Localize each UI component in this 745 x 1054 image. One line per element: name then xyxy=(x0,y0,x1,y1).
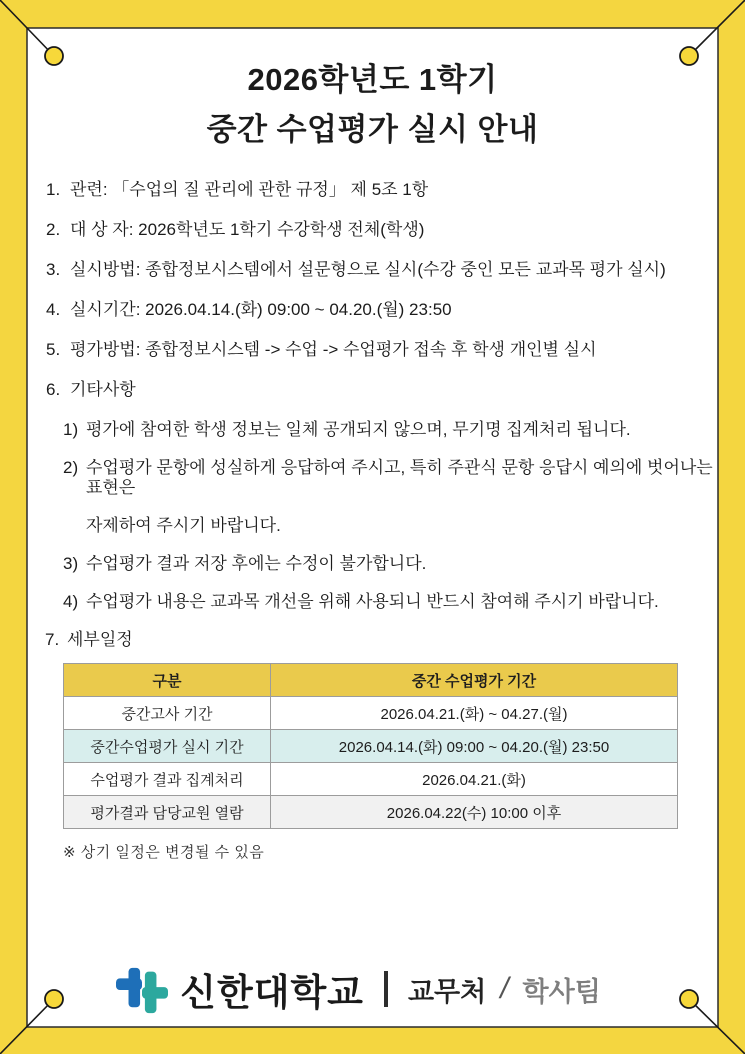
row-value: 2026.04.14.(화) 09:00 ~ 04.20.(월) 23:50 xyxy=(271,730,678,763)
list-item-2 xyxy=(46,220,718,240)
item-text: 기타사항 xyxy=(70,380,136,399)
item-number: 3. xyxy=(46,260,61,279)
item-text: 대 상 자: 2026학년도 1학기 수강학생 전체(학생) xyxy=(70,220,425,239)
table-row-evaluation-period xyxy=(64,730,678,763)
sub-item-text: 수업평가 결과 저장 후에는 수정이 불가합니다. xyxy=(86,554,427,573)
notice-content xyxy=(27,28,718,1027)
row-label: 중간고사 기간 xyxy=(64,697,271,730)
shinhan-university-logo-icon xyxy=(116,962,168,1016)
sub-item-list xyxy=(27,420,718,612)
row-value: 2026.04.21.(화) xyxy=(271,763,678,796)
sub-item-1 xyxy=(63,420,718,440)
sub-item-3 xyxy=(63,554,718,574)
title-line-2: 중간 수업평가 실시 안내 xyxy=(206,112,539,147)
table-header-period: 중간 수업평가 기간 xyxy=(271,664,678,697)
list-item-3 xyxy=(46,260,718,280)
sub-item-text-line-2: 자제하여 주시기 바랍니다. xyxy=(86,516,281,535)
main-item-list xyxy=(27,180,718,400)
item-text: 세부일정 xyxy=(67,630,133,649)
sub-item-number: 4) xyxy=(63,592,79,611)
notice-title xyxy=(27,55,718,155)
item-text: 평가방법: 종합정보시스템 -> 수업 -> 수업평가 접속 후 학생 개인별 실시 xyxy=(70,340,597,359)
sub-item-text xyxy=(86,458,718,536)
item-text: 실시기간: 2026.04.14.(화) 09:00 ~ 04.20.(월) 23:50 xyxy=(70,300,452,319)
sub-item-text: 평가에 참여한 학생 정보는 일체 공개되지 않으며, 무기명 집계처리 됩니다. xyxy=(86,420,631,439)
row-value: 2026.04.21.(화) ~ 04.27.(월) xyxy=(271,697,678,730)
item-number: 4. xyxy=(46,300,61,319)
row-label: 수업평가 결과 집계처리 xyxy=(64,763,271,796)
footer-slash: / xyxy=(500,972,509,1005)
item-number: 7. xyxy=(45,630,60,649)
table-row-result-aggregation xyxy=(64,763,678,796)
sub-item-text-line-1: 수업평가 문항에 성실하게 응답하여 주시고, 특히 주관식 문항 응답시 예의에 벗어나는 표현은 xyxy=(86,458,713,497)
table-header-row xyxy=(64,664,678,697)
item-number: 5. xyxy=(46,340,61,359)
item-text: 실시방법: 종합정보시스템에서 설문형으로 실시(수강 중인 모든 교과목 평가 실시) xyxy=(70,260,666,279)
table-row-faculty-viewing xyxy=(64,796,678,829)
schedule-table xyxy=(63,663,678,829)
schedule-change-note: ※ 상기 일정은 변경될 수 있음 xyxy=(63,844,265,861)
list-item-6 xyxy=(46,380,718,400)
list-item-1 xyxy=(46,180,718,200)
row-value: 2026.04.22(수) 10:00 이후 xyxy=(271,796,678,829)
item-number: 6. xyxy=(46,380,61,399)
list-item-7 xyxy=(27,630,718,650)
sub-item-number: 2) xyxy=(63,458,79,477)
item-number: 2. xyxy=(46,220,61,239)
department-name: 교무처 xyxy=(407,976,487,1007)
team-name: 학사팀 xyxy=(522,976,601,1007)
row-label: 중간수업평가 실시 기간 xyxy=(64,730,271,763)
title-line-1: 2026학년도 1학기 xyxy=(247,62,498,97)
sub-item-number: 1) xyxy=(63,420,79,439)
item-number: 1. xyxy=(46,180,61,199)
item-text: 관련: 「수업의 질 관리에 관한 규정」 제 5조 1항 xyxy=(70,180,429,199)
table-row-midterm-exam xyxy=(64,697,678,730)
footer-logo-row xyxy=(13,962,704,1016)
sub-item-number: 3) xyxy=(63,554,79,573)
list-item-5 xyxy=(46,340,718,360)
sub-item-text: 수업평가 내용은 교과목 개선을 위해 사용되니 반드시 참여해 주시기 바랍니다. xyxy=(86,592,659,611)
university-name: 신한대학교 xyxy=(180,972,364,1013)
footer-divider xyxy=(384,971,388,1007)
row-label: 평가결과 담당교원 열람 xyxy=(64,796,271,829)
list-item-4 xyxy=(46,300,718,320)
sub-item-2 xyxy=(63,458,718,536)
sub-item-4 xyxy=(63,592,718,612)
table-header-category: 구분 xyxy=(64,664,271,697)
